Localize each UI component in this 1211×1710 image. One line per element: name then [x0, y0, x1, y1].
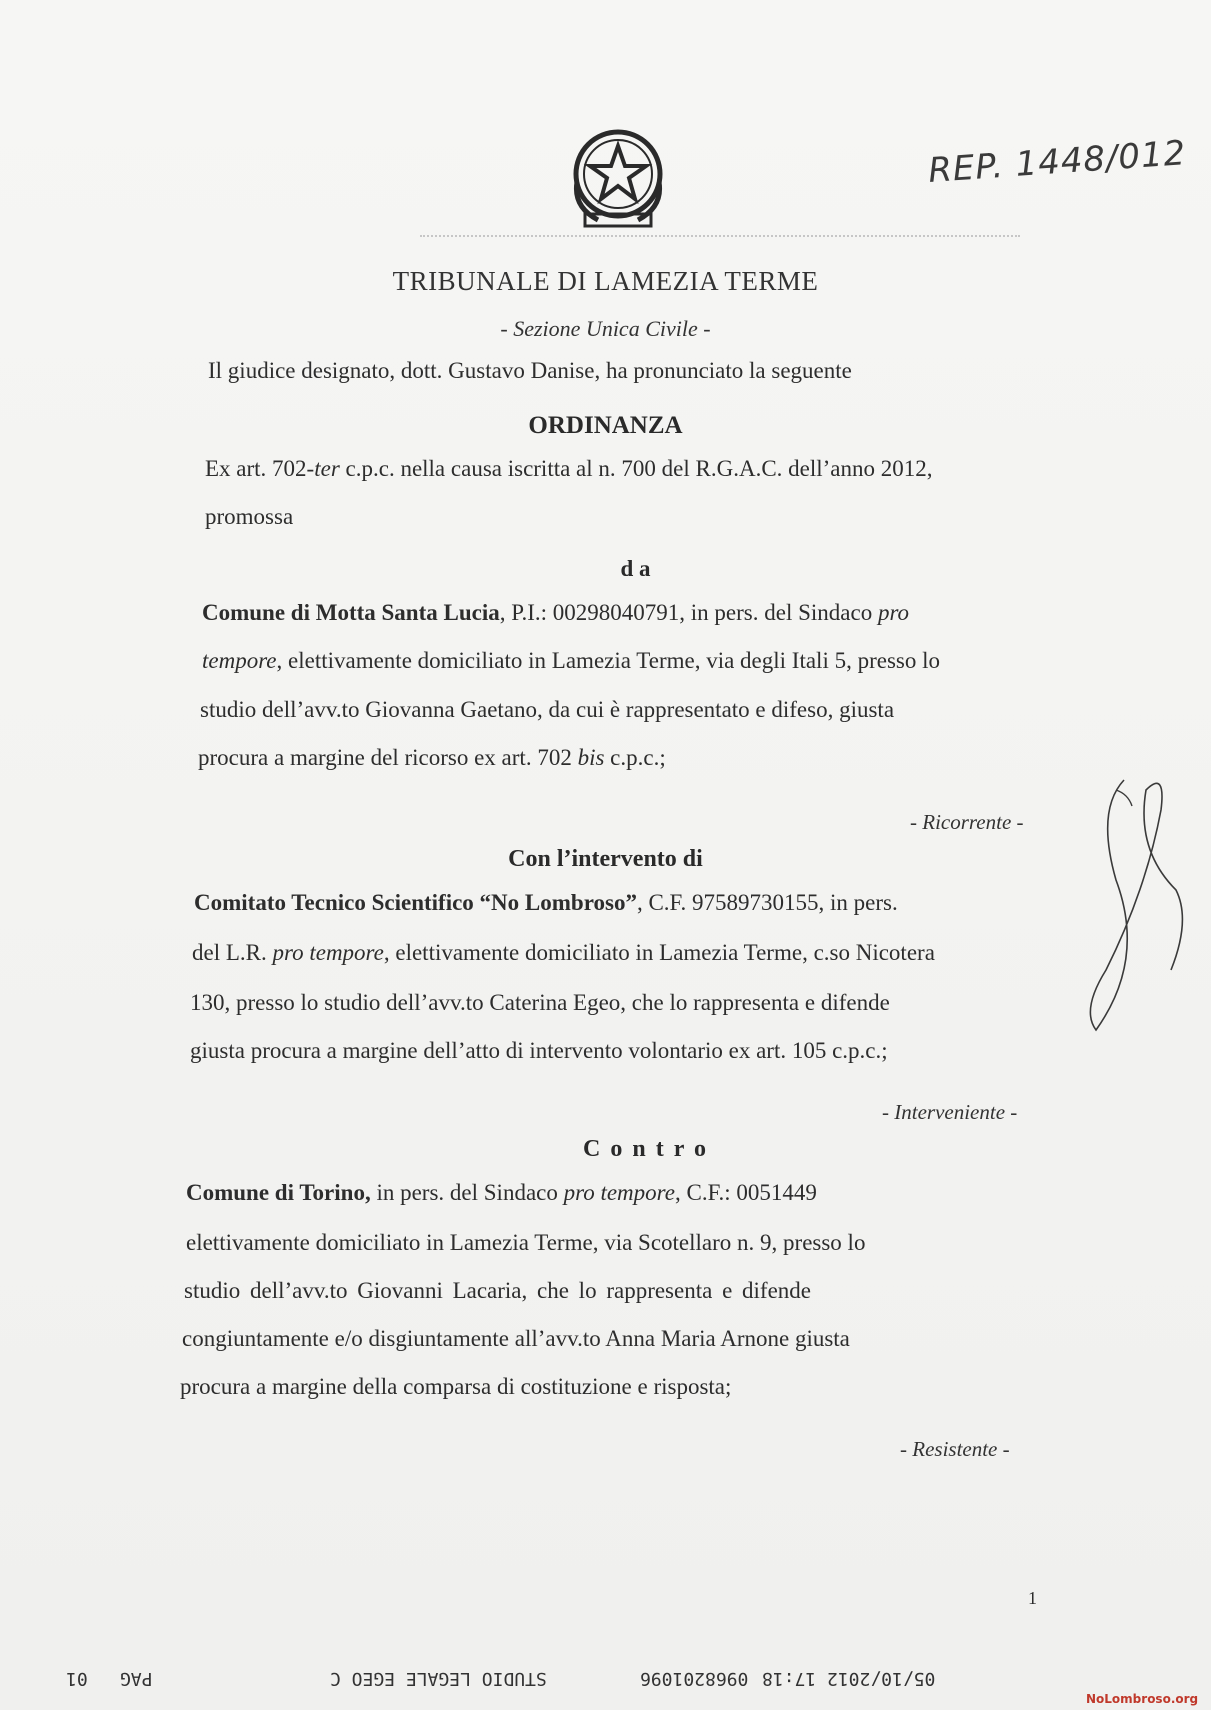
- party3-line-3: studio dell’avv.to Giovanni Lacaria, che lo rappresenta e difende: [184, 1278, 811, 1303]
- judge-line: Il giudice designato, dott. Gustavo Danise, ha pronunciato la seguente: [208, 358, 852, 383]
- fax-page-number: 01: [66, 1668, 88, 1689]
- italian-republic-emblem: [563, 122, 673, 234]
- fax-phone: 0968201096: [640, 1668, 749, 1689]
- handwritten-signature: [1076, 770, 1196, 1050]
- role-interveniente: - Interveniente -: [882, 1100, 1018, 1124]
- party3-line-2: elettivamente domiciliato in Lamezia Terme, via Scotellaro n. 9, presso lo: [186, 1230, 866, 1255]
- contro-heading: C o n t r o: [583, 1136, 708, 1162]
- fax-datetime: 05/10/2012 17:18: [762, 1668, 936, 1689]
- document-title: ORDINANZA: [528, 412, 683, 439]
- role-resistente: - Resistente -: [900, 1437, 1010, 1461]
- promossa-line: promossa: [205, 504, 294, 529]
- fax-page-label: PAG: [120, 1668, 153, 1689]
- party3-line-5: procura a margine della comparsa di costituzione e risposta;: [180, 1374, 732, 1399]
- party1-line-1: Comune di Motta Santa Lucia, P.I.: 00298040791, in pers. del Sindaco pro: [202, 600, 910, 625]
- da-heading: d a: [620, 556, 651, 581]
- party1-line-2: tempore, elettivamente domiciliato in Lamezia Terme, via degli Itali 5, presso lo: [202, 648, 940, 673]
- party3-line-4: congiuntamente e/o disgiuntamente all’avv.to Anna Maria Arnone giusta: [182, 1326, 850, 1351]
- party2-line-1: Comitato Tecnico Scientifico “No Lombroso”, C.F. 97589730155, in pers.: [194, 890, 898, 915]
- party2-line-3: 130, presso lo studio dell’avv.to Caterina Egeo, che lo rappresenta e difende: [190, 990, 890, 1015]
- court-section: - Sezione Unica Civile -: [500, 316, 711, 341]
- role-ricorrente: - Ricorrente -: [910, 810, 1024, 834]
- party1-line-4: procura a margine del ricorso ex art. 702 bis c.p.c.;: [198, 745, 666, 770]
- ex-art-line: Ex art. 702-ter c.p.c. nella causa iscritta al n. 700 del R.G.A.C. dell’anno 2012,: [205, 456, 933, 481]
- intervention-heading: Con l’intervento di: [508, 846, 703, 872]
- court-name: TRIBUNALE DI LAMEZIA TERME: [392, 266, 819, 296]
- party2-line-2: del L.R. pro tempore, elettivamente domiciliato in Lamezia Terme, c.so Nicotera: [192, 940, 935, 965]
- site-watermark: NoLombroso.org: [1086, 1692, 1199, 1706]
- fax-sender: STUDIO LEGALE EGEO C: [330, 1668, 547, 1689]
- fax-footer: [0, 1660, 1211, 1700]
- repertory-annotation: REP. 1448/012: [926, 133, 1188, 192]
- party2-line-4: giusta procura a margine dell’atto di intervento volontario ex art. 105 c.p.c.;: [190, 1038, 888, 1063]
- page-number: 1: [1028, 1588, 1037, 1608]
- party3-line-1: Comune di Torino, in pers. del Sindaco pro tempore, C.F.: 0051449: [186, 1180, 817, 1205]
- party1-line-3: studio dell’avv.to Giovanna Gaetano, da cui è rappresentato e difeso, giusta: [200, 697, 895, 722]
- dotted-divider: [420, 235, 1020, 239]
